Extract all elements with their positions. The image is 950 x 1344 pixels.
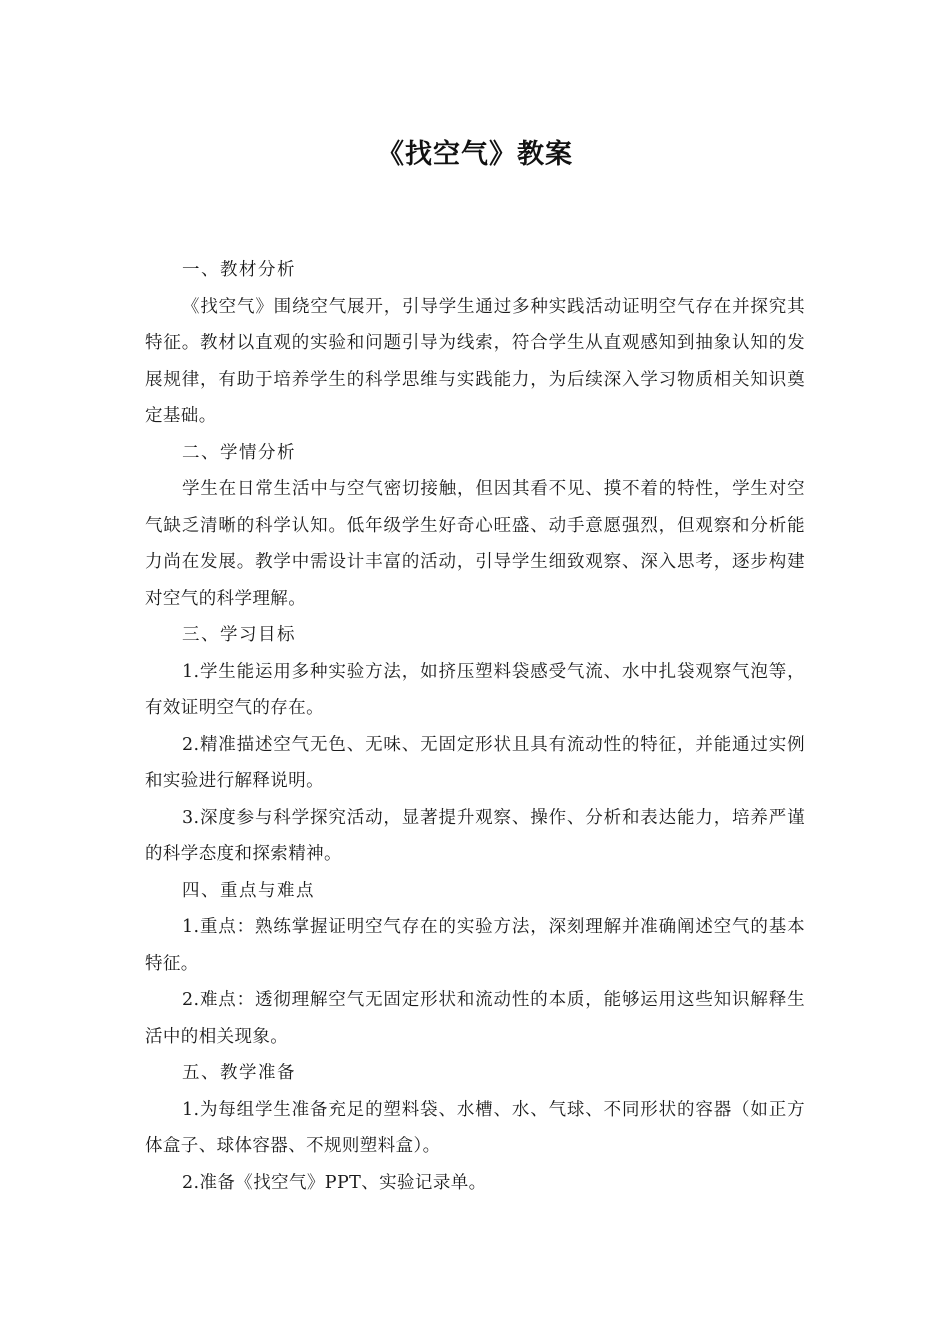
list-item-preparation-2: 2.准备《找空气》PPT、实验记录单。 xyxy=(182,1172,487,1193)
section-heading-student-analysis: 二、学情分析 xyxy=(182,442,296,463)
list-item-preparation-1: 1.为每组学生准备充足的塑料袋、水槽、水、气球、不同形状的容器（如正方体盒子、球体容器、不规则塑料盒）。 xyxy=(145,1099,805,1156)
document-title: 《找空气》教案 xyxy=(377,139,573,170)
list-item-goal-2: 2.精准描述空气无色、无味、无固定形状且具有流动性的特征，并能通过实例和实验进行解释说明。 xyxy=(145,734,805,791)
section-heading-learning-goals: 三、学习目标 xyxy=(182,625,296,645)
list-item-goal-1: 1.学生能运用多种实验方法，如挤压塑料袋感受气流、水中扎袋观察气泡等，有效证明空气的存在。 xyxy=(145,661,805,718)
paragraph-textbook-analysis: 《找空气》围绕空气展开，引导学生通过多种实践活动证明空气存在并探究其特征。教材以直观的实验和问题引导为线索，符合学生从直观感知到抽象认知的发展规律，有助于培养学生的科学思维与实践能力，为后续深入学习物质相关知识奠定基础。 xyxy=(145,296,805,426)
section-heading-key-points: 四、重点与难点 xyxy=(182,880,315,901)
section-heading-textbook-analysis: 一、教材分析 xyxy=(182,260,296,280)
document-body xyxy=(145,252,805,1201)
list-item-difficulty: 2.难点：透彻理解空气无固定形状和流动性的本质，能够运用这些知识解释生活中的相关现象。 xyxy=(145,990,805,1047)
paragraph-student-analysis: 学生在日常生活中与空气密切接触，但因其看不见、摸不着的特性，学生对空气缺乏清晰的科学认知。低年级学生好奇心旺盛、动手意愿强烈，但观察和分析能力尚在发展。教学中需设计丰富的活动，引导学生细致观察、深入思考，逐步构建对空气的科学理解。 xyxy=(145,479,805,609)
list-item-goal-3: 3.深度参与科学探究活动，显著提升观察、操作、分析和表达能力，培养严谨的科学态度和探索精神。 xyxy=(145,807,805,864)
section-heading-preparation: 五、教学准备 xyxy=(182,1063,296,1083)
list-item-key-point: 1.重点：熟练掌握证明空气存在的实验方法，深刻理解并准确阐述空气的基本特征。 xyxy=(145,917,805,974)
